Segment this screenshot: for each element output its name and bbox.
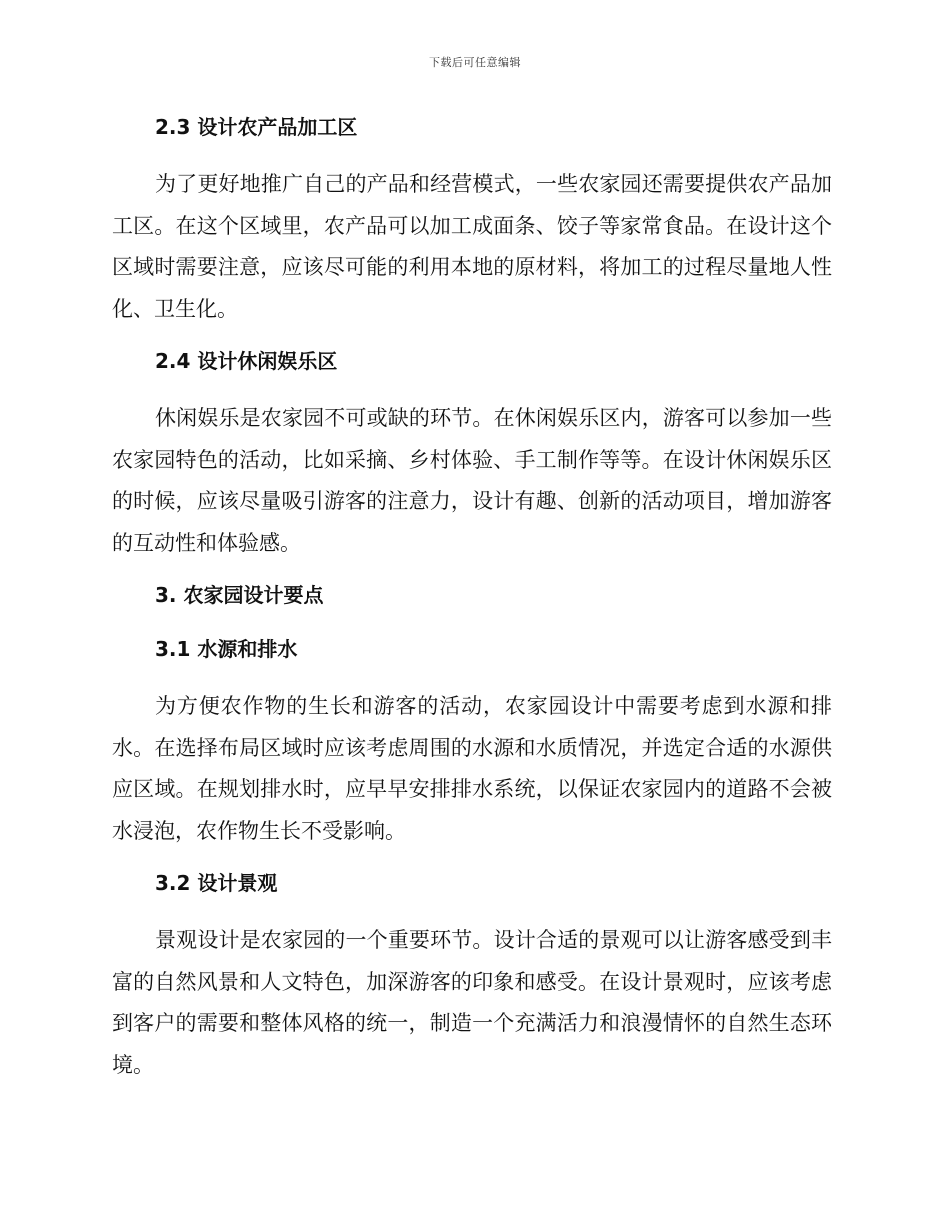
- section-paragraph-3-1: 为方便农作物的生长和游客的活动，农家园设计中需要考虑到水源和排水。在选择布局区域时应该考虑周围的水源和水质情况，并选定合适的水源供应区域。在规划排水时，应早早安排排水系统，以保证农家园内的道路不会被水浸泡，农作物生长不受影响。: [112, 694, 832, 843]
- section-heading-3: 3. 农家园设计要点: [155, 583, 324, 607]
- document-body: [112, 110, 832, 1086]
- section-paragraph-2-3: 为了更好地推广自己的产品和经营模式，一些农家园还需要提供农产品加工区。在这个区域里，农产品可以加工成面条、饺子等家常食品。在设计这个区域时需要注意，应该尽可能的利用本地的原材料，将加工的过程尽量地人性化、卫生化。: [112, 172, 832, 321]
- page-header: 下载后可任意编辑: [429, 56, 521, 69]
- section-paragraph-2-4: 休闲娱乐是农家园不可或缺的环节。在休闲娱乐区内，游客可以参加一些农家园特色的活动，比如采摘、乡村体验、手工制作等等。在设计休闲娱乐区的时候，应该尽量吸引游客的注意力，设计有趣、创新的活动项目，增加游客的互动性和体验感。: [112, 406, 832, 555]
- section-heading-3-2: 3.2 设计景观: [155, 871, 278, 895]
- section-heading-2-3: 2.3 设计农产品加工区: [155, 115, 358, 139]
- section-paragraph-3-2: 景观设计是农家园的一个重要环节。设计合适的景观可以让游客感受到丰富的自然风景和人文特色，加深游客的印象和感受。在设计景观时，应该考虑到客户的需要和整体风格的统一，制造一个充满活力和浪漫情怀的自然生态环境。: [112, 928, 832, 1077]
- section-heading-3-1: 3.1 水源和排水: [155, 637, 298, 661]
- section-heading-2-4: 2.4 设计休闲娱乐区: [155, 349, 338, 373]
